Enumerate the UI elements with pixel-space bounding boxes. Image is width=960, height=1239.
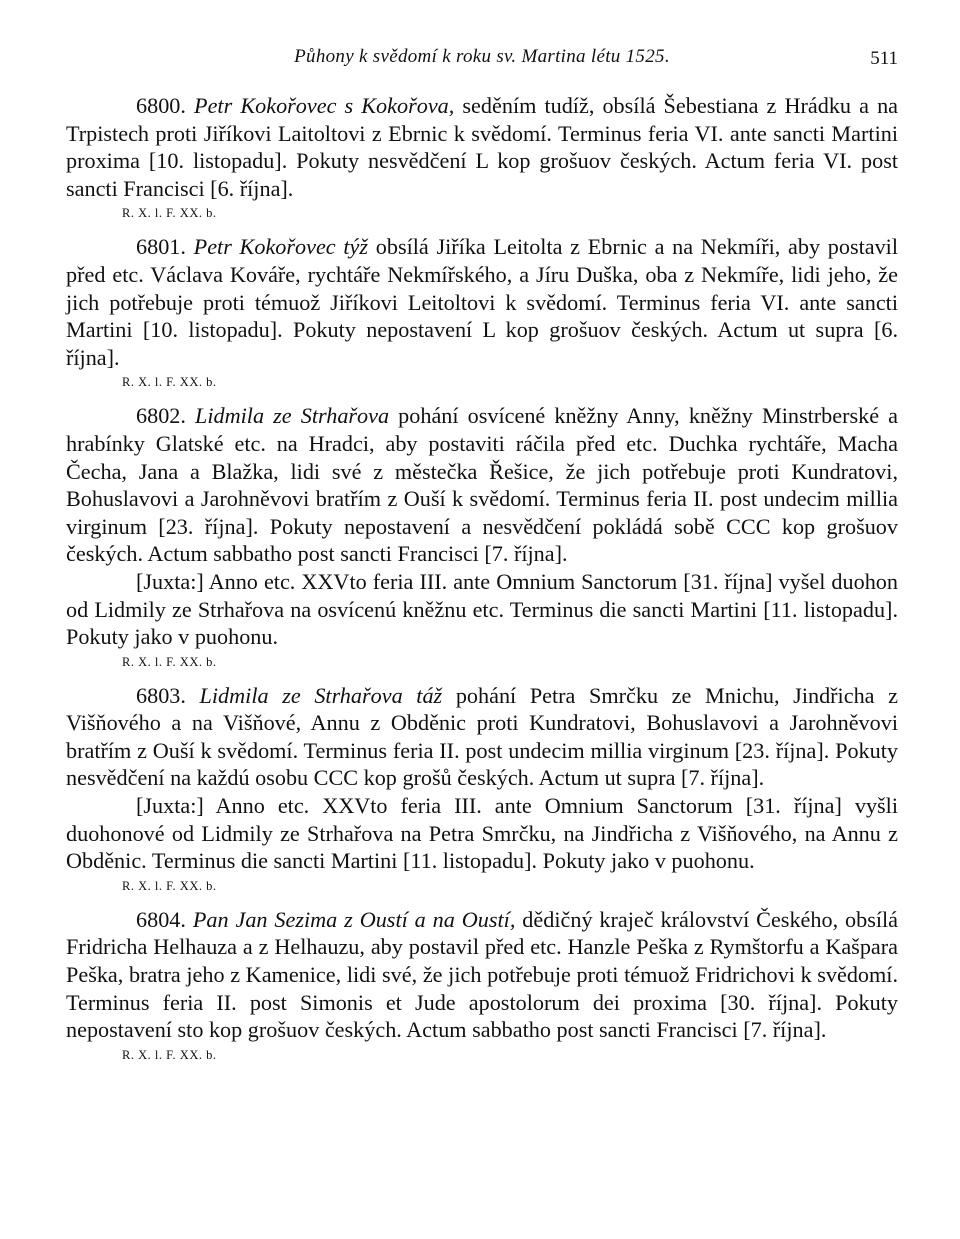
- entry-number: 6803.: [136, 682, 186, 708]
- entry-paragraph: [66, 92, 898, 202]
- entry-6801: [66, 233, 898, 392]
- entry-paragraph: [66, 682, 898, 792]
- entry-number: 6804.: [136, 906, 186, 932]
- entry-paragraph: [66, 402, 898, 568]
- source-reference: R. X. l. F. XX. b.: [122, 1047, 217, 1062]
- entry-number: 6800.: [136, 93, 186, 118]
- page-header: [66, 46, 898, 76]
- source-reference: R. X. l. F. XX. b.: [122, 375, 217, 390]
- source-reference: R. X. l. F. XX. b.: [122, 654, 217, 669]
- entry-text: dědičný kraječ království Českého, obsílá Fridricha Helhauza a z Helhauzu, aby postavil před etc. Hanzle Peška z Rymštorfu a Kašpara Peška, bratra jeho z Kamenice, lidi své, že jich potřebuje proti témuož Fridrichovi k svědomí. Terminus feria II. post Simonis et Jude apostolorum dei proxima [30. října]. Pokuty nepostavení sto kop grošuov českých. Actum sabbatho post sancti Francisci [7. října].: [66, 906, 899, 1043]
- entry-party: Pan Jan Sezima z Oustí a na Oustí,: [192, 906, 516, 932]
- entry-6802: [66, 402, 898, 671]
- entry-note: [Juxta:] Anno etc. XXVto feria III. ante Omnium Sanctorum [31. října] vyšli duohonové od Lidmily ze Strhařova na Petra Smrčku, na Jindřicha z Višňového, na Annu z Obděnic. Terminus die sancti Martini [11. listopadu]. Pokuty jako v puohonu.: [66, 793, 898, 874]
- source-reference: R. X. l. F. XX. b.: [122, 206, 217, 221]
- entry-number: 6802.: [136, 403, 186, 429]
- entry-text: pohání Petra Smrčku ze Mnichu, Jindřicha z Višňového a na Višňové, Annu z Obděnic proti Kundratovi, Bohuslavovi a Jarohněvovi bratřím z Ouší k svědomí. Terminus feria II. post undecim millia virginum [23. října]. Pokuty nesvědčení na každú osobu CCC kop grošů českých. Actum ut supra [7. října].: [66, 682, 898, 791]
- entry-6804: [66, 906, 898, 1065]
- entry-paragraph: [66, 906, 898, 1044]
- entry-paragraph: [66, 233, 898, 371]
- page-number: 511: [870, 48, 898, 69]
- running-title: Půhony k svědomí k roku sv. Martina létu 1525.: [294, 46, 670, 67]
- entry-party: Lidmila ze Strhařova: [195, 403, 390, 429]
- entry-text: obsílá Jiříka Leitolta z Ebrnic a na Nekmíři, aby postavil před etc. Václava Kováře, rychtáře Nekmířského, a Jíru Duška, oba z Nekmíře, lidi jeho, že jich potřebuje proti témuož Jiříkovi Leitoltovi k svědomí. Terminus feria VI. ante sancti Martini [10. listopadu]. Pokuty nepostavení L kop grošuov českých. Actum ut supra [6. října].: [66, 234, 899, 370]
- entry-6800: [66, 92, 898, 223]
- entries-list: [66, 92, 898, 1075]
- entry-text: pohání osvícené kněžny Anny, kněžny Minstrberské a hrabínky Glatské etc. na Hradci, aby postaviti ráčila před etc. Duchka rychtáře, Macha Čecha, Jana a Blažka, lidi své z městečka Řešice, že jich potřebuje proti Kundratovi, Bohuslavovi a Jarohněvovi bratřím z Ouší k svědomí. Terminus feria II. post undecim millia virginum [23. října]. Pokuty nepostavení a nesvědčení pokládá sobě CCC kop grošuov českých. Actum sabbatho post sancti Francisci [7. října].: [66, 403, 898, 567]
- entry-note: [Juxta:] Anno etc. XXVto feria III. ante Omnium Sanctorum [31. října] vyšel duohon od Lidmily ze Strhařova na osvícenú kněžnu etc. Terminus die sancti Martini [11. listopadu]. Pokuty jako v puohonu.: [66, 568, 898, 650]
- entry-6803: [66, 682, 898, 896]
- entry-party: Lidmila ze Strhařova táž: [199, 682, 443, 708]
- entry-party: Petr Kokořovec týž: [193, 234, 369, 260]
- entry-party: Petr Kokořovec s Kokořova,: [194, 93, 455, 118]
- entry-number: 6801.: [136, 234, 186, 260]
- entry-text: seděním tudíž, obsílá Šebestiana z Hrádku a na Trpistech proti Jiříkovi Laitoltovi z Ebrnic k svědomí. Terminus feria VI. ante sancti Martini proxima [10. listopadu]. Pokuty nesvědčení L kop grošuov českých. Actum feria VI. post sancti Francisci [6. října].: [66, 93, 899, 201]
- source-reference: R. X. l. F. XX. b.: [122, 878, 217, 893]
